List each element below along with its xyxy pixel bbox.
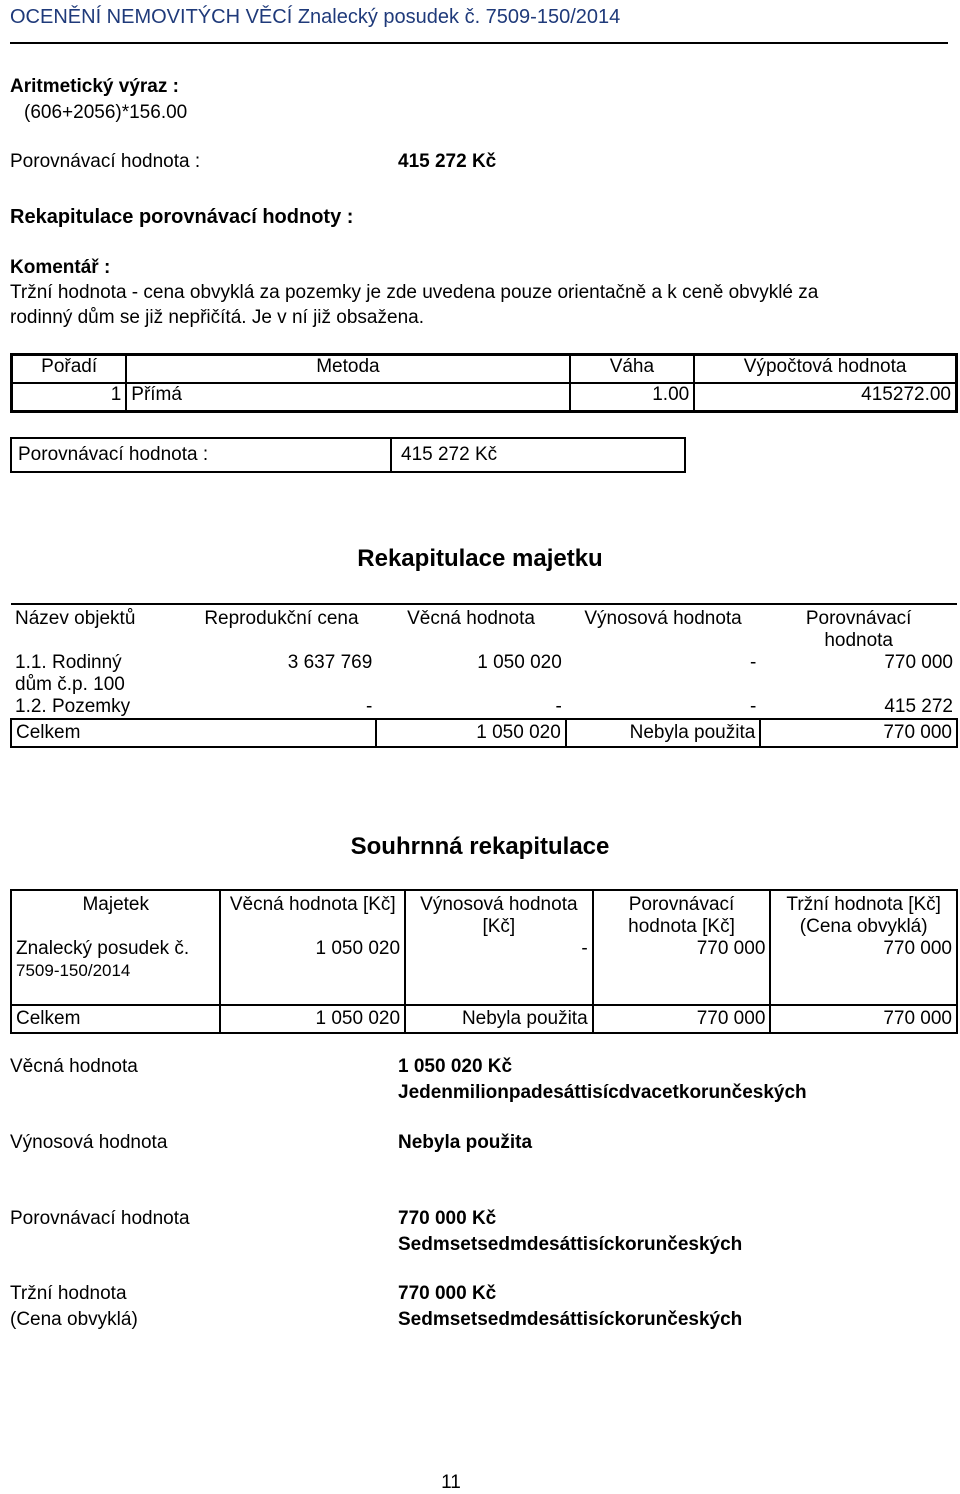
spacer-cell <box>220 982 405 1005</box>
column-header-calc-value: Výpočtová hodnota <box>694 355 956 384</box>
asset-recap-table <box>10 603 958 748</box>
spacer-cell <box>770 982 957 1005</box>
column-header-reproduction-cost: Reprodukční cena <box>204 608 359 629</box>
table-header-row <box>11 604 957 652</box>
total-asset-value: 1 050 020 <box>220 1005 405 1033</box>
table-row <box>11 652 957 696</box>
total-label: Celkem <box>11 1005 220 1033</box>
asset-value-cell: 1 050 020 <box>477 652 562 673</box>
comparative-value-label: Porovnávací hodnota : <box>10 151 201 172</box>
reproduction-cost-cell: 3 637 769 <box>287 652 373 673</box>
final-asset-value: 1 050 020 Kč <box>398 1056 513 1077</box>
final-market-value-label-1: Tržní hodnota <box>10 1283 127 1304</box>
asset-value-cell: - <box>555 696 562 717</box>
header-divider <box>10 42 948 44</box>
final-comparative-value-label: Porovnávací hodnota <box>10 1208 190 1229</box>
asset-recap-title: Rekapitulace majetku <box>357 545 603 572</box>
column-header-weight: Váha <box>570 355 695 384</box>
comparative-box-label: Porovnávací hodnota : <box>18 444 209 465</box>
final-market-value: 770 000 Kč <box>398 1283 497 1304</box>
object-name-line-1: 1.1. Rodinný <box>15 652 122 673</box>
object-name-line-2: dům č.p. 100 <box>15 674 125 695</box>
column-header-method: Metoda <box>126 355 569 384</box>
page-number: 11 <box>441 1472 461 1493</box>
asset-value-cell: 1 050 020 <box>220 938 405 982</box>
comparative-value-cell: 770 000 <box>884 652 953 673</box>
total-comparative-value: 770 000 <box>593 1005 771 1033</box>
object-name-cell: 1.2. Pozemky <box>15 696 131 717</box>
total-row <box>11 719 957 747</box>
total-reproduction-cost <box>187 719 377 747</box>
table-row <box>11 696 957 719</box>
method-weight-table <box>10 353 958 413</box>
column-header-comparative-value <box>760 604 957 652</box>
column-header-order: Pořadí <box>12 355 127 384</box>
header-line-2: (Cena obvyklá) <box>799 916 928 937</box>
calc-value-cell: 415272.00 <box>694 383 956 412</box>
final-asset-value-label: Věcná hodnota <box>10 1056 138 1077</box>
method-cell: Přímá <box>126 383 569 412</box>
comparative-recap-heading: Rekapitulace porovnávací hodnoty : <box>10 206 354 228</box>
summary-recap-table <box>10 889 958 1034</box>
arithmetic-expression: (606+2056)*156.00 <box>24 102 188 123</box>
final-market-value-words: Sedmsetsedmdesáttisíckorunčeských <box>398 1309 743 1330</box>
comparative-value: 415 272 Kč <box>398 151 497 172</box>
comparative-value-cell: 770 000 <box>593 938 771 982</box>
asset-name-line-1: Znalecký posudek č. <box>16 938 190 959</box>
column-header-asset-value: Věcná hodnota <box>407 608 535 629</box>
column-header-comparative-value <box>593 890 771 938</box>
comment-line-1: Tržní hodnota - cena obvyklá za pozemky je zde uvedena pouze orientačně a k ceně obvyklé za <box>10 282 819 303</box>
final-income-value-label: Výnosová hodnota <box>10 1132 168 1153</box>
spacer-cell <box>11 982 220 1005</box>
column-header-income-value: Výnosová hodnota <box>584 608 742 629</box>
header-line-1: Porovnávací <box>628 894 735 915</box>
total-market-value: 770 000 <box>770 1005 957 1033</box>
header-line-2: hodnota <box>824 630 893 651</box>
summary-recap-title: Souhrnná rekapitulace <box>350 833 610 860</box>
income-value-cell: - <box>405 938 593 982</box>
reproduction-cost-cell: - <box>365 696 373 717</box>
asset-name-line-2: 7509-150/2014 <box>16 961 131 980</box>
page-header-title: OCENĚNÍ NEMOVITÝCH VĚCÍ Znalecký posudek č. 7509-150/2014 <box>10 6 621 28</box>
column-header-asset: Majetek <box>11 890 220 938</box>
table-row <box>11 938 957 982</box>
header-line-1: Výnosová hodnota <box>420 894 578 915</box>
market-value-cell: 770 000 <box>770 938 957 982</box>
comparative-value-cell: 415 272 <box>884 696 953 717</box>
comparative-value-box <box>10 437 686 473</box>
total-comparative-value: 770 000 <box>760 719 957 747</box>
table-header-row <box>12 355 957 384</box>
arithmetic-label: Aritmetický výraz : <box>10 76 179 97</box>
final-asset-value-words: Jedenmilionpadesáttisícdvacetkorunčeských <box>398 1082 807 1103</box>
final-income-value: Nebyla použita <box>398 1132 533 1153</box>
header-line-1: Porovnávací <box>805 608 912 629</box>
column-header-object-name: Název objektů <box>15 608 136 629</box>
comparative-box-value: 415 272 Kč <box>401 444 498 465</box>
header-line-2: [Kč] <box>482 916 516 937</box>
table-header-row <box>11 890 957 938</box>
total-income-value: Nebyla použita <box>405 1005 593 1033</box>
object-name-cell <box>11 652 187 696</box>
order-cell: 1 <box>12 383 127 412</box>
comment-line-2: rodinný dům se již nepřičítá. Je v ní již obsažena. <box>10 307 424 328</box>
total-label: Celkem <box>11 719 187 747</box>
table-row <box>12 383 957 412</box>
income-value-cell: - <box>750 652 757 673</box>
final-comparative-value-words: Sedmsetsedmdesáttisíckorunčeských <box>398 1234 743 1255</box>
box-divider <box>390 439 392 471</box>
column-header-asset-value: Věcná hodnota [Kč] <box>220 890 405 938</box>
final-market-value-label-2: (Cena obvyklá) <box>10 1309 138 1330</box>
column-header-market-value <box>770 890 957 938</box>
final-comparative-value: 770 000 Kč <box>398 1208 497 1229</box>
income-value-cell: - <box>750 696 757 717</box>
spacer-cell <box>405 982 593 1005</box>
header-line-1: Tržní hodnota [Kč] <box>786 894 941 915</box>
comment-label: Komentář : <box>10 257 111 278</box>
column-header-income-value <box>405 890 593 938</box>
asset-name-cell <box>11 938 220 982</box>
total-income-value: Nebyla použita <box>566 719 761 747</box>
spacer-cell <box>593 982 771 1005</box>
spacer-row <box>11 982 957 1005</box>
weight-cell: 1.00 <box>570 383 695 412</box>
header-line-2: hodnota [Kč] <box>628 916 735 937</box>
total-asset-value: 1 050 020 <box>376 719 566 747</box>
total-row <box>11 1005 957 1033</box>
